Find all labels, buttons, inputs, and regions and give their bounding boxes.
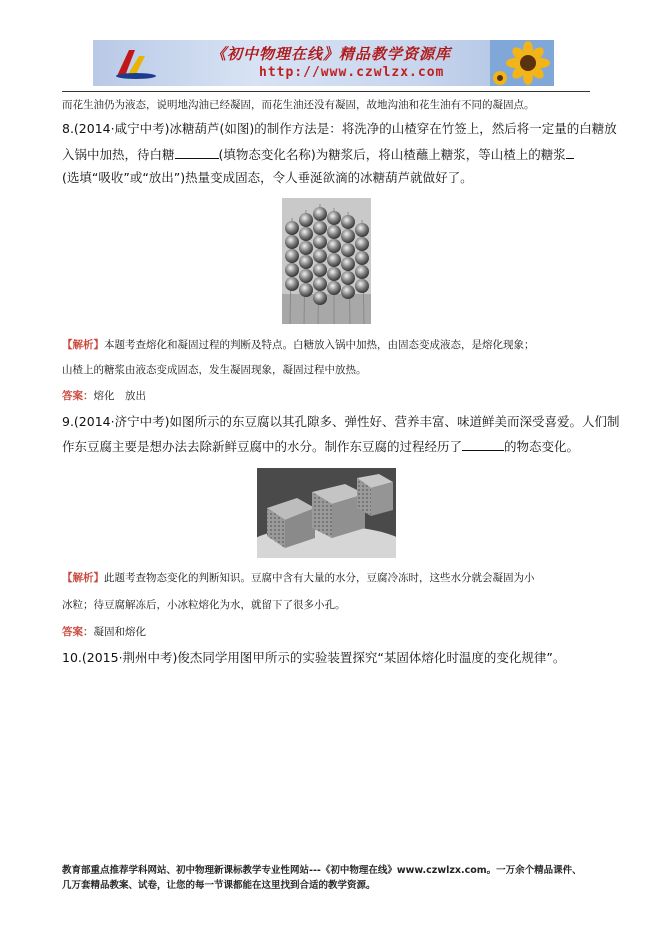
footer-line2: 几万套精品教案、试卷，让您的每一节课都能在这里找到合适的教学资源。 <box>62 880 376 891</box>
q8-blank-2 <box>566 146 574 159</box>
q9-line2-part1: 作东豆腐主要是想办法去除新鲜豆腐中的水分。制作东豆腐的过程经历了 <box>62 439 463 454</box>
q9-answer <box>62 624 146 640</box>
q9-blank <box>462 438 504 451</box>
q8-answer <box>62 388 146 404</box>
q9-line2-part2: 的物态变化。 <box>504 439 580 454</box>
q9-analysis-line2: 冰粒；待豆腐解冻后，小冰粒熔化为水，就留下了很多小孔。 <box>62 599 346 611</box>
header-banner <box>93 40 554 86</box>
footer-line1: 教育部重点推荐学科网站、初中物理新课标教学专业性网站---《初中物理在线》www.czwlzx.com。一万余个精品课件、 <box>62 865 582 876</box>
q8-analysis-line2: 山楂上的糖浆由液态变成固态，发生凝固现象，凝固过程中放热。 <box>62 364 367 376</box>
q8-line3: (选填“吸收”或“放出”)热量变成固态，令人垂涎欲滴的冰糖葫芦就做好了。 <box>62 170 473 185</box>
q9-analysis-text1: 此题考查物态变化的判断知识。豆腐中含有大量的水分，豆腐冷冻时，这些水分就会凝固为小 <box>104 572 535 584</box>
sunflower-icon <box>490 40 554 86</box>
q8-line1: 8.(2014·咸宁中考)冰糖葫芦(如图)的制作方法是：将洗净的山楂穿在竹签上，然后将一定量的白糖放 <box>62 121 617 136</box>
q8-line2-part1: 入锅中加热，待白糖 <box>62 147 175 162</box>
q9-analysis-line1 <box>62 570 535 586</box>
q9-analysis-tag: 【解析】 <box>62 572 104 584</box>
q8-answer-text: 熔化 放出 <box>93 390 146 402</box>
header-rule <box>62 91 590 92</box>
q8-line2 <box>62 146 574 163</box>
q9-answer-text: 凝固和熔化 <box>93 626 146 638</box>
frozen-tofu-photo <box>257 468 396 558</box>
site-url[interactable]: http://www.czwlzx.com <box>259 65 445 80</box>
q10-line1: 10.(2015·荆州中考)俊杰同学用图甲所示的实验装置探究“某固体熔化时温度的变化规律”。 <box>62 650 566 665</box>
q9-line2 <box>62 438 579 455</box>
q8-analysis-text1: 本题考查熔化和凝固过程的判断及特点。白糖放入锅中加热，由固态变成液态，是熔化现象； <box>104 339 535 351</box>
q8-blank-1 <box>175 146 219 159</box>
q9-answer-tag: 答案： <box>62 626 94 638</box>
site-logo-icon <box>113 46 159 80</box>
q9-line1: 9.(2014·济宁中考)如图所示的东豆腐以其孔隙多、弹性好、营养丰富、味道鲜美而深受喜爱。人们制 <box>62 414 620 429</box>
q8-answer-tag: 答案： <box>62 390 94 402</box>
q8-analysis-tag: 【解析】 <box>62 339 104 351</box>
intro-line: 而花生油仍为液态，说明地沟油已经凝固，而花生油还没有凝固，故地沟油和花生油有不同的凝固点。 <box>62 99 535 111</box>
candied-haws-photo <box>282 198 371 324</box>
q8-line2-part2: (填物态变化名称)为糖浆后，将山楂蘸上糖浆，等山楂上的糖浆 <box>218 147 566 162</box>
q8-analysis-line1 <box>62 337 535 353</box>
site-title: 《初中物理在线》精品教学资源库 <box>211 45 452 63</box>
